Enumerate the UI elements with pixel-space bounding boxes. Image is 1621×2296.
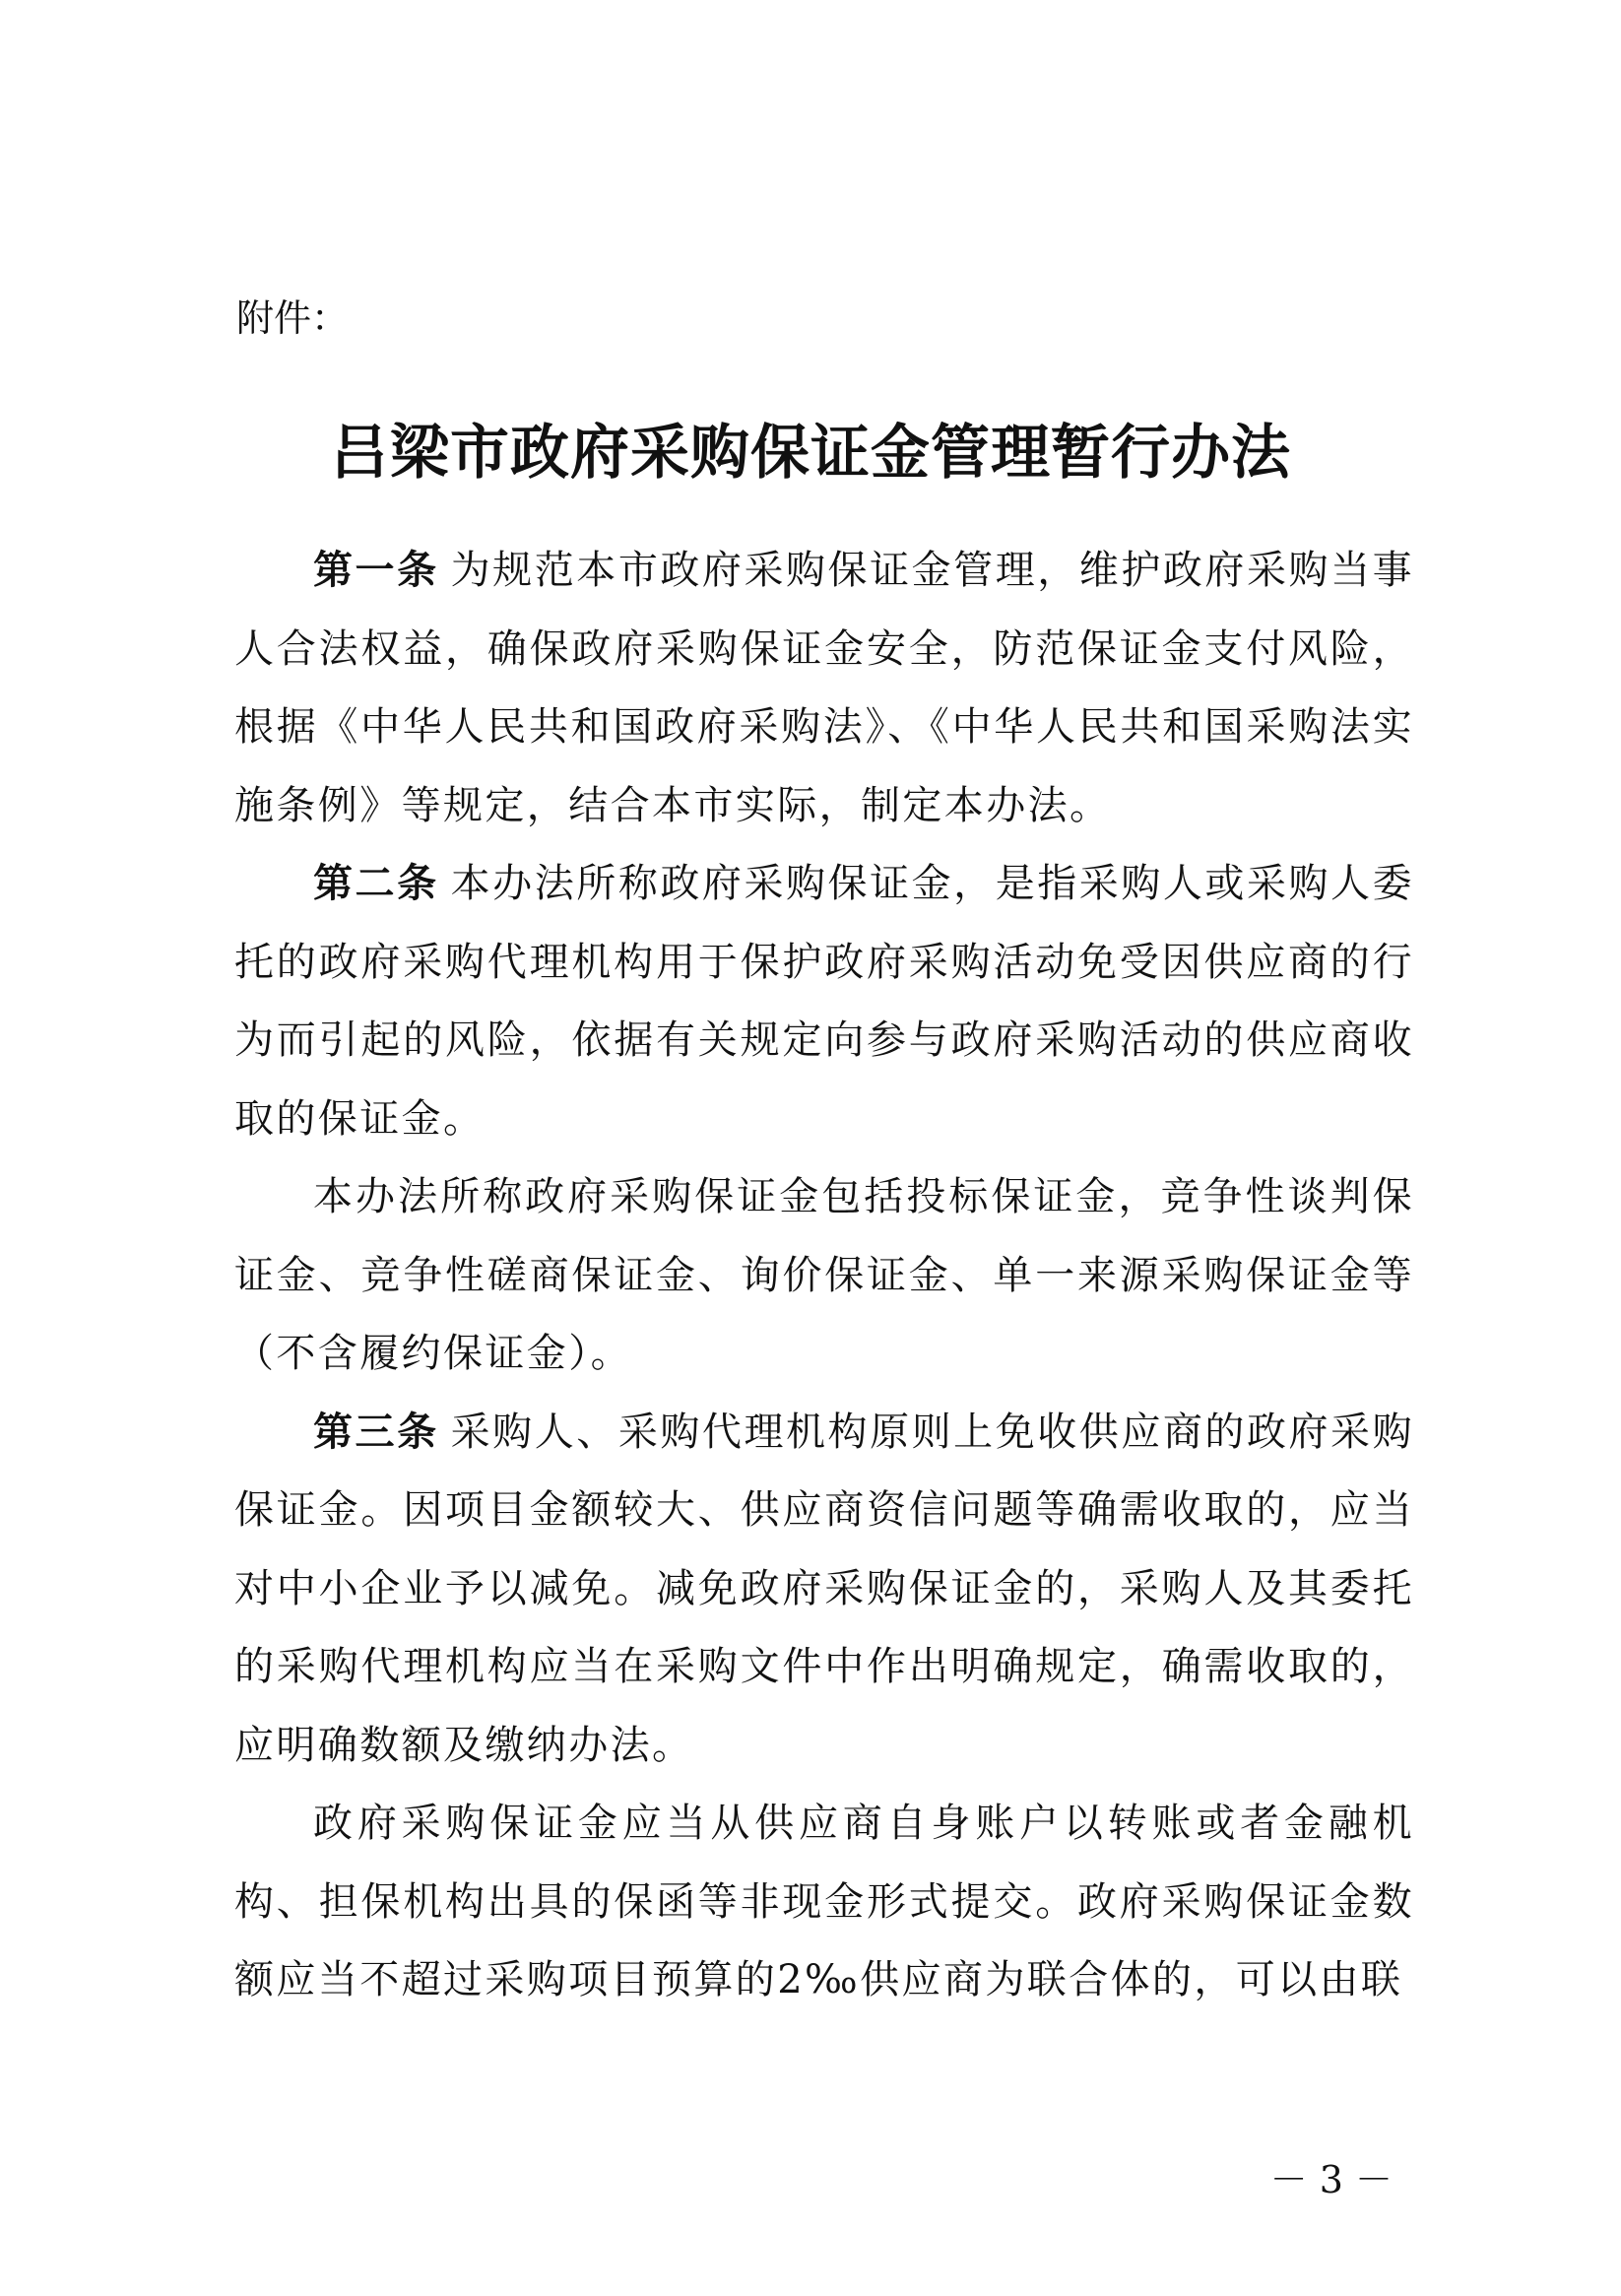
article-1-label: 第一条 <box>313 548 439 593</box>
article-2-label: 第二条 <box>313 861 439 906</box>
article-1 <box>234 532 1414 845</box>
article-2-continued-text: 本办法所称政府采购保证金包括投标保证金，竞争性谈判保证金、竞争性磋商保证金、询价保证金、单一来源采购保证金等（不含履约保证金）。 <box>234 1174 1414 1376</box>
document-body <box>234 532 1414 2020</box>
attachment-label: 附件： <box>236 296 350 340</box>
article-2-continued <box>234 1158 1414 1394</box>
document-title: 吕梁市政府采购保证金管理暂行办法 <box>330 419 1291 488</box>
article-3-label: 第三条 <box>313 1409 439 1455</box>
article-2-text: 本办法所称政府采购保证金，是指采购人或采购人委托的政府采购代理机构用于保护政府采购活动免受因供应商的行为而引起的风险，依据有关规定向参与政府采购活动的供应商收取的保证金。 <box>234 861 1415 1142</box>
article-3 <box>234 1394 1414 1786</box>
article-3-continued <box>234 1785 1414 2020</box>
article-3-text: 采购人、采购代理机构原则上免收供应商的政府采购保证金。因项目金额较大、供应商资信问题等确需收取的，应当对中小企业予以减免。减免政府采购保证金的，采购人及其委托的采购代理机构应当在采购文件中作出明确规定，确需收取的，应明确数额及缴纳办法。 <box>234 1409 1415 1768</box>
article-3-continued-text: 政府采购保证金应当从供应商自身账户以转账或者金融机构、担保机构出具的保函等非现金形式提交。政府采购保证金数额应当不超过采购项目预算的2‰供应商为联合体的，可以由联 <box>234 1801 1414 2002</box>
article-1-text: 为规范本市政府采购保证金管理，维护政府采购当事人合法权益，确保政府采购保证金安全，防范保证金支付风险，根据《中华人民共和国政府采购法》、《中华人民共和国采购法实施条例》等规定，结合本市实际，制定本办法。 <box>234 548 1415 828</box>
page-number: － 3 － <box>1269 2158 1393 2201</box>
article-2 <box>234 845 1414 1158</box>
